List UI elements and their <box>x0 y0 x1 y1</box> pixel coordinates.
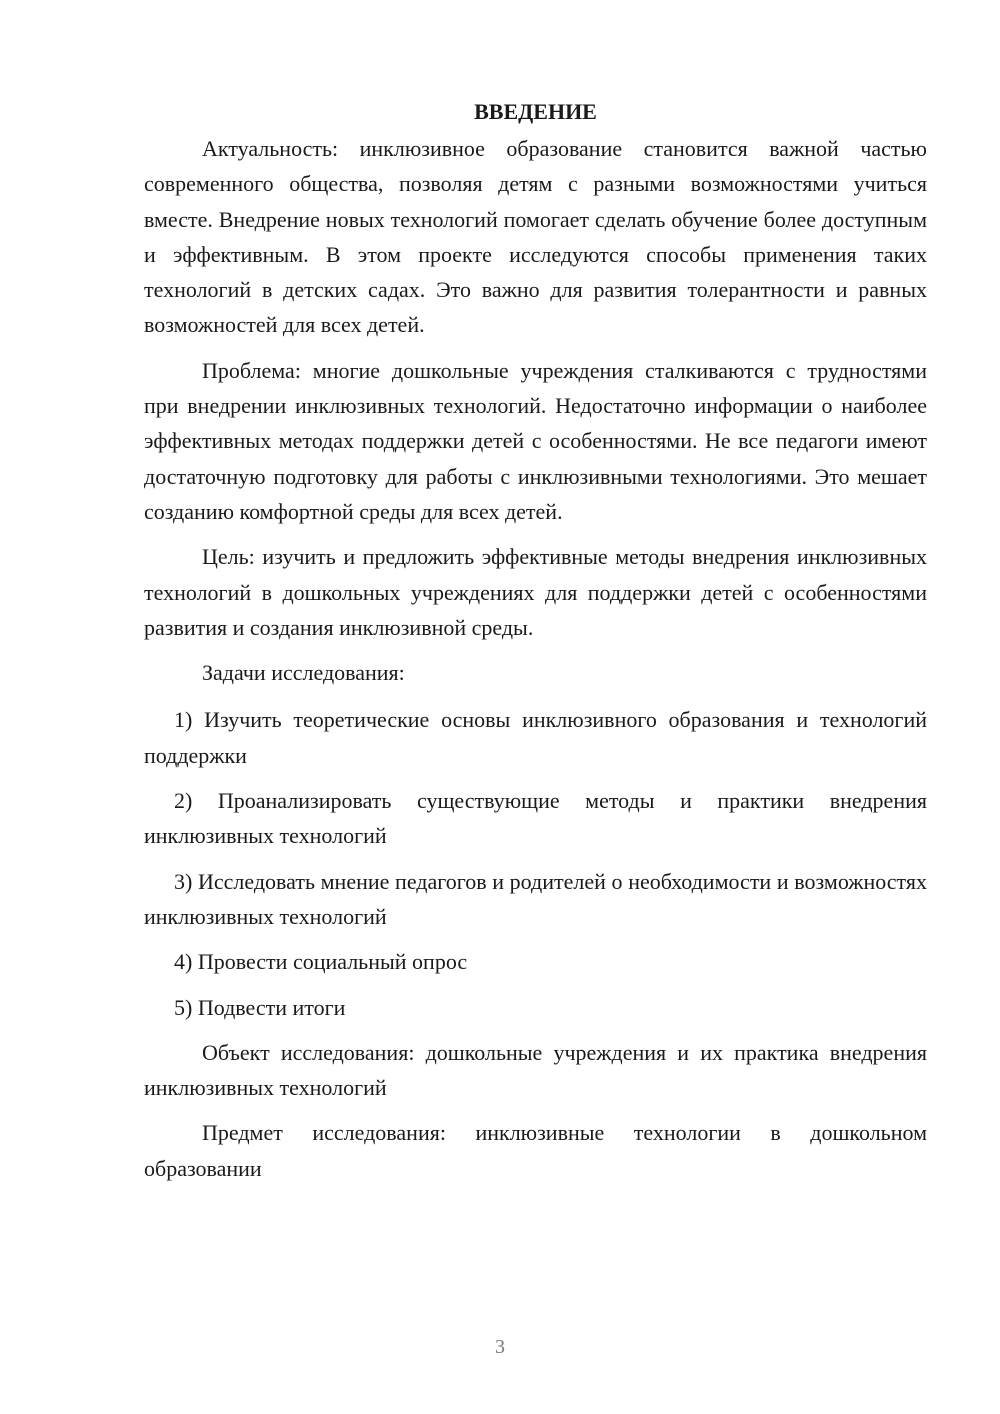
page-content <box>144 94 927 1196</box>
paragraph-problem: Проблема: многие дошкольные учреждения сталкиваются с трудностями при внедрении инклюзивных технологий. Недостаточно информации о наиболее эффективных методах поддержки детей с особенностями. Не все педагоги имеют достаточную подготовку для работы с инклюзивными технологиями. Это мешает созданию комфортной среды для всех детей. <box>144 357 927 524</box>
paragraph-relevance: Актуальность: инклюзивное образование становится важной частью современного общества, позволяя детям с разными возможностями учиться вместе. Внедрение новых технологий помогает сделать обучение более доступным и эффективным. В этом проекте исследуются способы применения таких технологий в детских садах. Это важно для развития толерантности и равных возможностей для всех детей. <box>144 136 927 338</box>
task-item: 1) Изучить теоретические основы инклюзивного образования и технологий поддержки <box>144 707 927 768</box>
paragraph-goal: Цель: изучить и предложить эффективные методы внедрения инклюзивных технологий в дошкольных учреждениях для поддержки детей с особенностями развития и создания инклюзивной среды. <box>144 544 927 640</box>
task-item: 4) Провести социальный опрос <box>174 949 468 975</box>
section-title: ВВЕДЕНИЕ <box>474 99 597 124</box>
research-object: Объект исследования: дошкольные учреждения и их практика внедрения инклюзивных технологий <box>144 1039 927 1101</box>
task-item: 3) Исследовать мнение педагогов и родителей о необходимости и возможностях инклюзивных технологий <box>144 868 927 929</box>
research-subject: Предмет исследования: инклюзивные технологии в дошкольном образовании <box>144 1120 927 1181</box>
task-item: 2) Проанализировать существующие методы и практики внедрения инклюзивных технологий <box>144 788 927 849</box>
task-item: 5) Подвести итоги <box>174 994 346 1020</box>
page-number: 3 <box>495 1336 505 1358</box>
tasks-heading: Задачи исследования: <box>202 660 405 686</box>
